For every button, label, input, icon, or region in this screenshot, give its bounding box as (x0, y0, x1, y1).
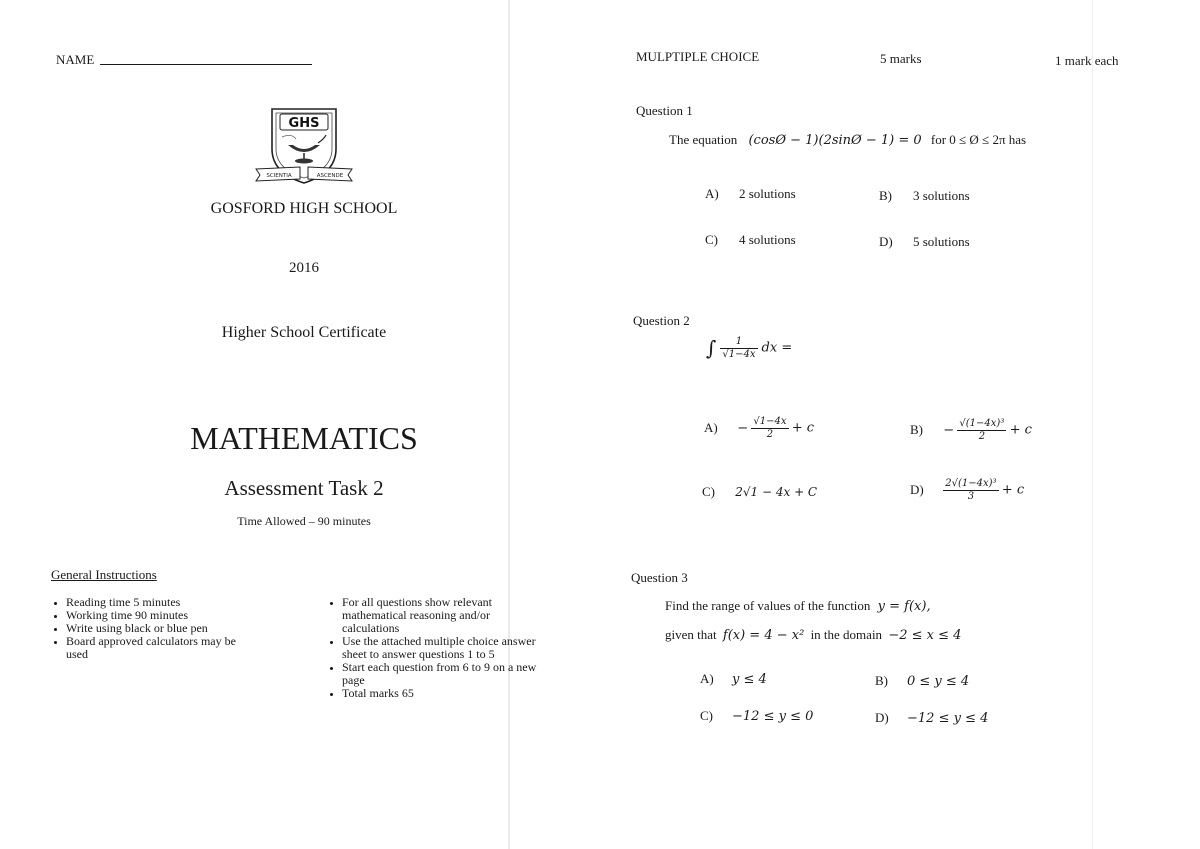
option-label: A) (700, 671, 714, 686)
option-label: C) (705, 232, 718, 247)
page-fold (508, 0, 510, 849)
minus-sign: − (943, 422, 955, 438)
list-item: • Board approved calculators may be used (66, 635, 256, 661)
q2-option-c (702, 484, 817, 500)
q2-tail: dx = (761, 340, 793, 356)
option-label: D) (910, 482, 924, 497)
q3-text: given that (665, 627, 717, 642)
option-text: 4 solutions (739, 232, 796, 247)
svg-text:SCIENTIA: SCIENTIA (266, 173, 292, 179)
option-text: 5 solutions (913, 234, 970, 249)
question-3-line-1 (665, 598, 931, 614)
option-text: −12 ≤ y ≤ 4 (907, 711, 989, 726)
question-3-line-2 (665, 627, 961, 643)
q3-option-b (875, 673, 969, 689)
fraction-denominator: 3 (967, 490, 975, 502)
list-item: • Start each question from 6 to 9 on a new page (342, 661, 542, 687)
question-2-integral (706, 336, 792, 360)
option-label: D) (875, 710, 889, 725)
task-title: Assessment Task 2 (224, 476, 384, 500)
fraction-numerator: √1−4x (753, 416, 787, 427)
option-tail: + c (1009, 422, 1032, 438)
q1-range: for 0 ≤ Ø ≤ 2π has (930, 132, 1027, 147)
name-label: NAME (56, 52, 95, 67)
school-name: GOSFORD HIGH SCHOOL (210, 200, 398, 217)
q2-option-a (704, 416, 814, 440)
option-tail: + c (1001, 482, 1025, 498)
q2-option-d (910, 478, 1024, 502)
q3-math: y = f(x), (877, 599, 931, 614)
subject-title: MATHEMATICS (190, 420, 418, 456)
fraction-denominator: 2 (978, 430, 986, 442)
q1-option-d (879, 234, 970, 250)
exam-year: 2016 (289, 260, 319, 276)
question-1-title: Question 1 (636, 103, 693, 118)
instructions-list-right (306, 596, 542, 700)
time-allowed: Time Allowed – 90 minutes (237, 514, 371, 528)
option-text: 3 solutions (913, 188, 970, 203)
q3-option-a (700, 671, 767, 687)
q2-denominator: √1−4x (722, 348, 756, 360)
option-label: B) (910, 422, 923, 437)
instructions-list-left (30, 596, 290, 661)
q3-math: −2 ≤ x ≤ 4 (888, 628, 962, 643)
q1-option-c (705, 232, 796, 248)
q2-a-fraction (751, 416, 788, 440)
school-crest (252, 103, 356, 189)
option-tail: + c (791, 420, 815, 436)
page-edge (1092, 0, 1093, 849)
q2-option-b (910, 418, 1032, 442)
name-line (100, 64, 312, 65)
fraction-denominator: 2 (766, 428, 774, 440)
section-title: MULPTIPLE CHOICE (636, 49, 760, 64)
option-label: C) (700, 708, 713, 723)
option-text: y ≤ 4 (732, 672, 767, 687)
fraction-numerator: √(1−4x)³ (959, 418, 1005, 429)
option-label: A) (704, 420, 718, 435)
section-marks: 5 marks (880, 51, 922, 66)
name-field (56, 52, 312, 68)
certificate-title: Higher School Certificate (221, 324, 387, 341)
q2-fraction (720, 336, 757, 360)
list-item: • Use the attached multiple choice answer sheet to answer questions 1 to 5 (342, 635, 542, 661)
option-text: −12 ≤ y ≤ 0 (732, 709, 814, 724)
option-label: A) (705, 186, 719, 201)
list-item: • Working time 90 minutes (66, 609, 290, 622)
question-3-title: Question 3 (631, 570, 688, 585)
minus-sign: − (737, 420, 749, 436)
q1-option-b (879, 188, 970, 204)
integral-sign: ∫ (706, 336, 717, 360)
q2-numerator: 1 (720, 336, 757, 349)
svg-text:GHS: GHS (288, 116, 320, 131)
marks-each: 1 mark each (1055, 53, 1119, 68)
option-text: 2 solutions (739, 186, 796, 201)
q1-equation: (cosØ − 1)(2sinØ − 1) = 0 (748, 133, 922, 148)
list-item: • For all questions show relevant mathematical reasoning and/or calculations (342, 596, 542, 635)
q1-prefix: The equation (669, 132, 738, 147)
q3-text: in the domain (810, 627, 883, 642)
option-text: 2√1 − 4x + C (735, 485, 818, 499)
option-label: B) (875, 673, 888, 688)
list-item: • Total marks 65 (342, 687, 542, 700)
option-label: C) (702, 484, 715, 499)
q3-option-d (875, 710, 988, 726)
option-label: D) (879, 234, 893, 249)
list-item: • Write using black or blue pen (66, 622, 290, 635)
fraction-numerator: 2√(1−4x)³ (945, 478, 997, 489)
question-1-stem (669, 132, 1026, 148)
q3-math: f(x) = 4 − x² (722, 628, 805, 643)
q3-text: Find the range of values of the function (665, 598, 871, 613)
q2-b-fraction (957, 418, 1006, 442)
option-label: B) (879, 188, 892, 203)
q3-option-c (700, 708, 813, 724)
q1-option-a (705, 186, 796, 202)
svg-text:ASCENDE: ASCENDE (316, 173, 344, 179)
option-text: 0 ≤ y ≤ 4 (907, 674, 970, 689)
question-2-title: Question 2 (633, 313, 690, 328)
instructions-heading: General Instructions (51, 567, 157, 582)
list-item: • Reading time 5 minutes (66, 596, 290, 609)
q2-d-fraction (943, 478, 998, 502)
